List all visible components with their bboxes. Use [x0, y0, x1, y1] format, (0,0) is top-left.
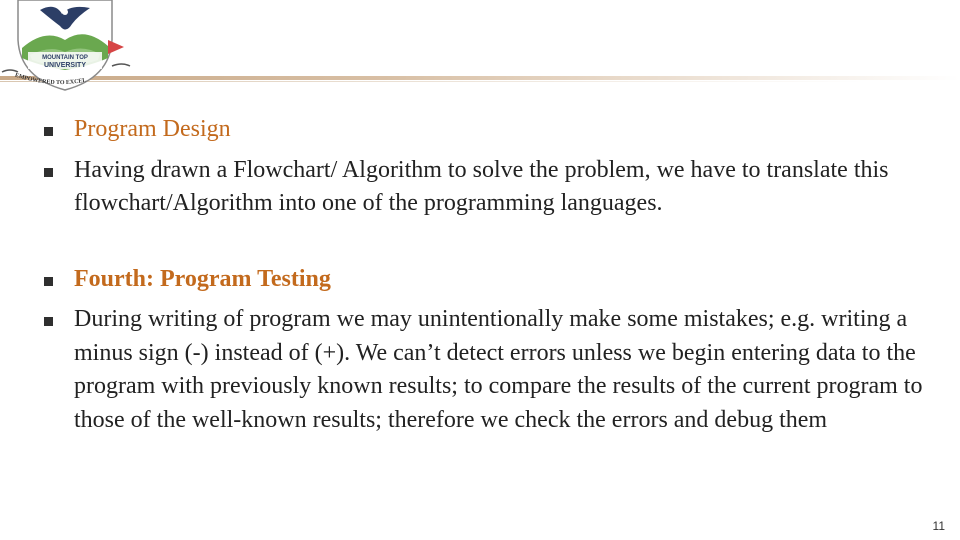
logo-motto: EMPOWERED TO EXCEL [14, 72, 87, 87]
bullet-text: Fourth: Program Testing [74, 265, 331, 292]
header-rule-thin [0, 81, 960, 82]
square-bullet-icon [44, 317, 53, 326]
bullet-item-testing-description [44, 303, 924, 437]
slide-body [44, 113, 924, 437]
bullet-item-program-testing [44, 263, 924, 297]
square-bullet-icon [44, 168, 53, 177]
bullet-text: Program Design [74, 116, 231, 142]
bullet-text: Having drawn a Flowchart/ Algorithm to solve the problem, we have to translate this flowchart/Algorithm into one of the programming languages. [74, 156, 889, 216]
logo-line1: MOUNTAIN TOP [42, 55, 88, 61]
bullet-text: During writing of program we may unintentionally make some mistakes; e.g. writing a minus sign (-) instead of (+). We can’t detect errors unless we begin entering data to the program with previously known results; to compare the results of the current program to those of the well-known results; therefore we check the errors and debug them [74, 306, 923, 433]
header-rule [0, 76, 960, 80]
square-bullet-icon [44, 277, 53, 286]
bullet-item-translate [44, 154, 924, 221]
bullet-item-program-design [44, 113, 924, 147]
square-bullet-icon [44, 127, 53, 136]
logo-line2: UNIVERSITY [43, 62, 87, 69]
page-number: 11 [932, 519, 945, 533]
university-logo [0, 0, 135, 100]
